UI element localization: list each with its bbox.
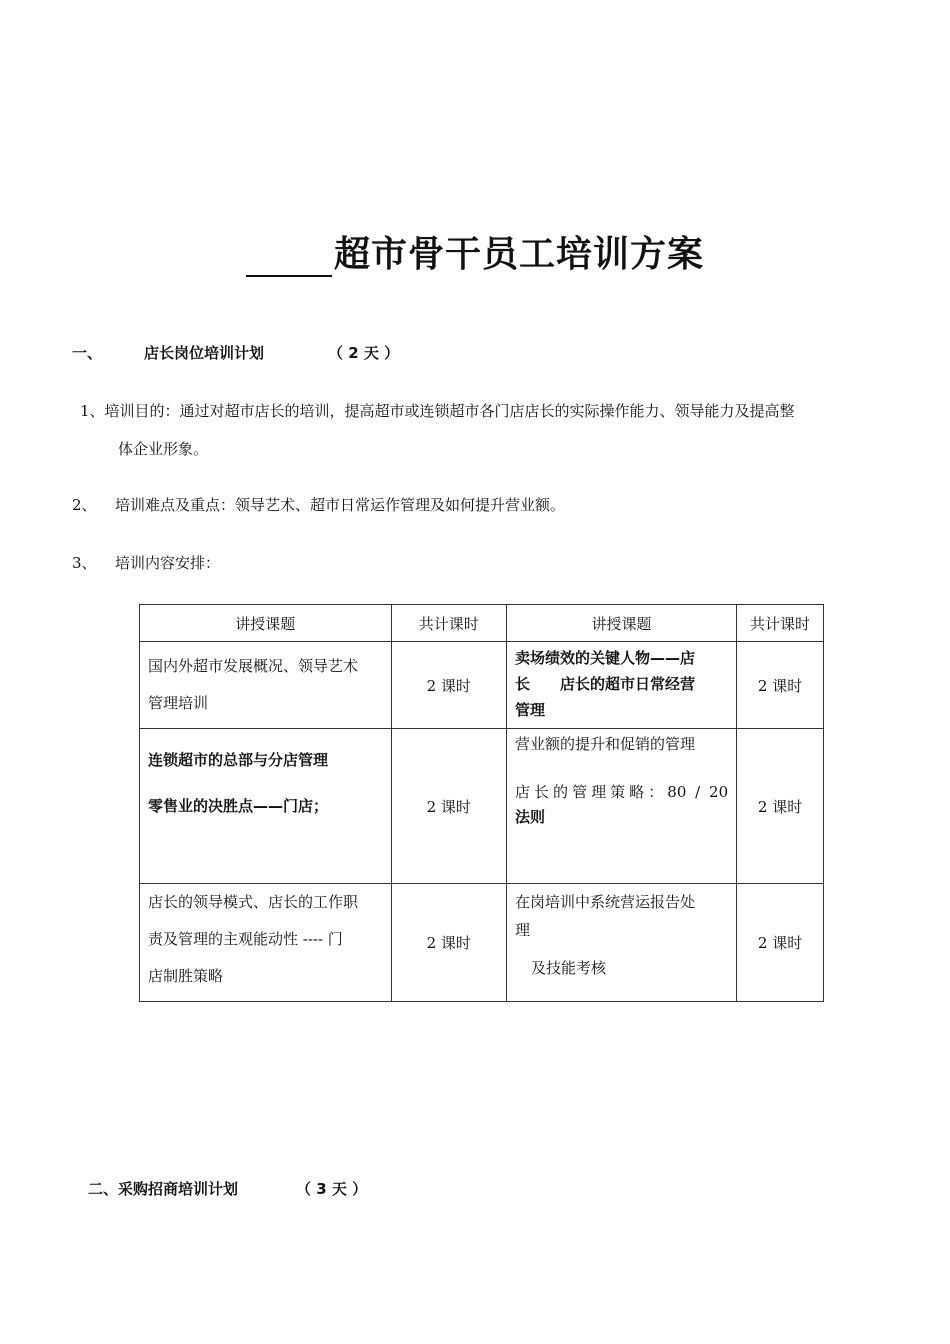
table-cell — [140, 884, 392, 1002]
header-topic-1: 讲授课题 — [140, 605, 392, 642]
training-schedule-table — [139, 604, 824, 1002]
title-blank-line — [246, 239, 332, 277]
cell-line: 及技能考核 — [530, 959, 606, 977]
cell-line: 营业额的提升和促销的管理 — [514, 735, 695, 753]
section2-heading: 二、采购招商培训计划 — [88, 1180, 239, 1198]
header-hours-2: 共计课时 — [737, 605, 824, 642]
header-topic-2: 讲授课题 — [506, 605, 736, 642]
table-cell-hours: 2 课时 — [737, 642, 824, 729]
table-cell-hours: 2 课时 — [737, 729, 824, 884]
table-header-row — [140, 605, 824, 642]
cell-line: 在岗培训中系统营运报告处 — [514, 893, 695, 911]
cell-line: 店长的领导模式、店长的工作职 — [148, 893, 359, 911]
table-row — [140, 729, 824, 884]
cell-line: 管理 — [514, 701, 545, 719]
table-cell-hours: 2 课时 — [391, 884, 506, 1002]
cell-line: 零售业的决胜点——门店； — [148, 797, 329, 815]
header-hours-1: 共计课时 — [391, 605, 506, 642]
table-cell-hours: 2 课时 — [391, 642, 506, 729]
section1-duration: （ 2 天 ） — [328, 344, 400, 362]
section2-duration: （ 3 天 ） — [296, 1180, 368, 1198]
cell-line: 法则 — [514, 808, 545, 826]
item2-text: 培训难点及重点：领导艺术、超市日常运作管理及如何提升营业额。 — [115, 496, 566, 514]
table-cell — [140, 642, 392, 729]
cell-line: 连锁超市的总部与分店管理 — [148, 751, 329, 769]
table-row — [140, 884, 824, 1002]
table-cell — [506, 642, 736, 729]
cell-line: 卖场绩效的关键人物——店 — [514, 649, 695, 667]
cell-line: 理 — [514, 921, 530, 939]
page-title — [246, 226, 704, 277]
table-row — [140, 642, 824, 729]
section1-heading: 店长岗位培训计划 — [144, 344, 265, 362]
table-cell — [140, 729, 392, 884]
item3-number: 3、 — [72, 554, 97, 572]
table-cell — [506, 884, 736, 1002]
cell-line: 店制胜策略 — [148, 967, 224, 985]
cell-line: 店长的管理策略：80 / 20 — [514, 783, 729, 801]
item1-line2: 体企业形象。 — [118, 440, 209, 458]
item2-number: 2、 — [72, 496, 97, 514]
item3-text: 培训内容安排： — [115, 554, 221, 572]
table-cell-hours: 2 课时 — [737, 884, 824, 1002]
section1-number: 一、 — [72, 344, 103, 362]
cell-line: 管理培训 — [148, 694, 209, 712]
cell-line: 责及管理的主观能动性 ---- 门 — [148, 930, 343, 948]
table-cell-hours: 2 课时 — [391, 729, 506, 884]
title-text: 超市骨干员工培训方案 — [334, 234, 705, 275]
cell-line: 长 店长的超市日常经营 — [514, 675, 695, 693]
table-cell — [506, 729, 736, 884]
cell-line: 国内外超市发展概况、领导艺术 — [148, 657, 359, 675]
item1-line1: 1、培训目的：通过对超市店长的培训，提高超市或连锁超市各门店店长的实际操作能力、领导能力及提高整 — [80, 402, 795, 420]
